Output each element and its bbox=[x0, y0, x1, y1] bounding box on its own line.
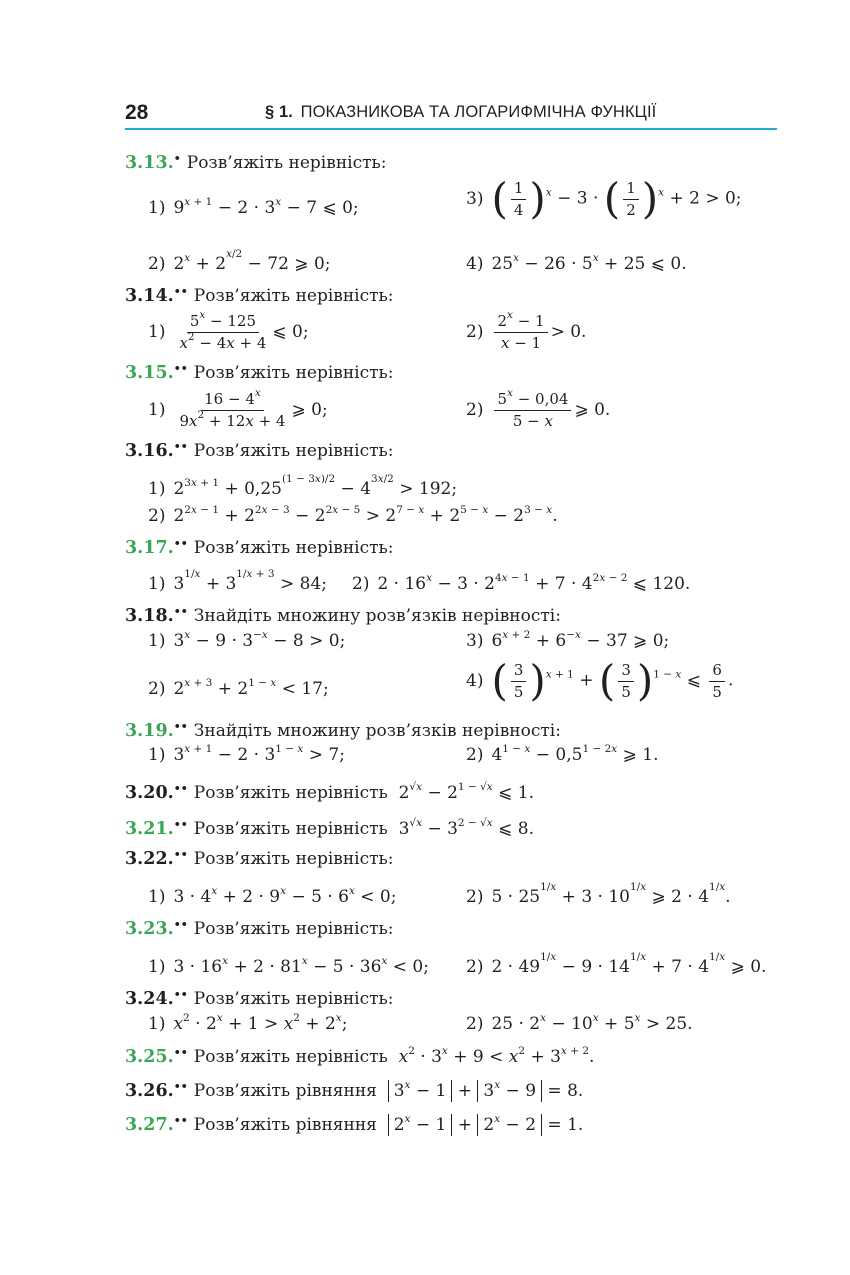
exercise-number: 3.21. bbox=[125, 819, 174, 839]
exercise-3-16 bbox=[125, 440, 394, 461]
exercise-number: 3.18. bbox=[125, 606, 174, 626]
difficulty-mark: •• bbox=[173, 818, 188, 831]
exercise-3-13 bbox=[125, 152, 387, 173]
item-label: 1) bbox=[148, 322, 166, 342]
chapter-title-text: ПОКАЗНИКОВА ТА ЛОГАРИФМІЧНА ФУНКЦІЇ bbox=[300, 103, 657, 121]
exercise-item: 3) $6^{x + 2} + 6^{-x} - 37$ ⩾ 0; bbox=[466, 629, 670, 651]
difficulty-mark: •• bbox=[173, 720, 188, 733]
item-label: 2) bbox=[466, 957, 484, 977]
exercise-item: 2) $2 \cdot 16^x - 3 \cdot 2^{4x - 1} + 7 \cdot 4^{2x - 2}$ ⩽ 120. bbox=[352, 572, 691, 594]
item-label: 1) bbox=[148, 198, 166, 218]
exercise-3-14 bbox=[125, 285, 394, 306]
item-label: 1) bbox=[148, 1014, 166, 1034]
item-label: 2) bbox=[466, 887, 484, 907]
exercise-instruction: Розв’яжіть нерівність bbox=[193, 819, 388, 839]
exercise-instruction: Розв’яжіть рівняння bbox=[193, 1115, 377, 1135]
exercise-number: 3.22. bbox=[125, 849, 174, 869]
difficulty-mark: •• bbox=[173, 1080, 188, 1093]
difficulty-mark: •• bbox=[173, 918, 188, 931]
item-label: 3) bbox=[466, 188, 484, 209]
exercise-3-15 bbox=[125, 362, 394, 383]
exercise-item: 2) $4^{1 - x} - 0,5^{1 - 2x}$ ⩾ 1. bbox=[466, 743, 659, 765]
exercise-3-25: 3.25.•• Розв’яжіть нерівність $x^2 \cdot 3^x + 9 < x^2 + 3^{x + 2}$. bbox=[125, 1045, 595, 1067]
exercise-number: 3.27. bbox=[125, 1115, 174, 1135]
difficulty-mark: •• bbox=[173, 988, 188, 1001]
exercise-instruction: Розв’яжіть нерівність: bbox=[193, 363, 394, 383]
difficulty-mark: •• bbox=[173, 605, 188, 618]
item-label: 2) bbox=[466, 322, 484, 342]
exercise-number: 3.13. bbox=[125, 153, 174, 173]
exercise-3-24 bbox=[125, 988, 394, 1009]
difficulty-mark: •• bbox=[173, 1114, 188, 1127]
exercise-3-20: 3.20.•• Розв’яжіть нерівність $2^{√x} - 2^{1 - √x}$ ⩽ 1. bbox=[125, 781, 534, 803]
exercise-number: 3.20. bbox=[125, 783, 174, 803]
page-header bbox=[125, 101, 777, 129]
chapter-title bbox=[265, 103, 656, 122]
item-label: 2) bbox=[466, 745, 484, 765]
exercise-item: 2) $2^{x + 3} + 2^{1 - x} < 17$; bbox=[148, 677, 329, 699]
exercise-number: 3.19. bbox=[125, 721, 174, 741]
exercise-instruction: Розв’яжіть рівняння bbox=[193, 1081, 377, 1101]
exercise-instruction: Розв’яжіть нерівність bbox=[193, 1047, 388, 1067]
exercise-item: 2) $5 \cdot 25^{1/x} + 3 \cdot 10^{1/x}$ ⩾ $2 \cdot 4^{1/x}$. bbox=[466, 881, 731, 907]
exercise-number: 3.26. bbox=[125, 1081, 174, 1101]
exercise-instruction: Розв’яжіть нерівність: bbox=[193, 989, 394, 1009]
exercise-item: 4) ( $\frac{3}{5}$ )$^{x + 1}$ + ( $\frac{3}{5}$ )$^{1 - x}$ ⩽ $\frac{6}{5}$ . bbox=[466, 656, 734, 705]
difficulty-mark: •• bbox=[173, 285, 188, 298]
item-label: 2) bbox=[466, 400, 484, 420]
exercise-number: 3.23. bbox=[125, 919, 174, 939]
exercise-instruction: Знайдіть множину розв’язків нерівності: bbox=[193, 606, 561, 626]
exercise-item: 1) $9^{x + 1} - 2 \cdot 3^x - 7$ ⩽ 0; bbox=[148, 196, 359, 218]
exercise-instruction: Розв’яжіть нерівність: bbox=[186, 153, 387, 173]
difficulty-mark: •• bbox=[173, 362, 188, 375]
exercise-item: 1) $3^{x + 1} - 2 \cdot 3^{1 - x} > 7$; bbox=[148, 743, 345, 765]
exercise-item: 1) $3^x - 9 \cdot 3^{-x} - 8 > 0$; bbox=[148, 629, 346, 651]
item-label: 4) bbox=[466, 670, 484, 691]
exercise-item: 2) $2 \cdot 49^{1/x} - 9 \cdot 14^{1/x} + 7 \cdot 4^{1/x}$ ⩾ 0. bbox=[466, 951, 767, 977]
exercise-item: 1) $3 \cdot 4^x + 2 \cdot 9^x - 5 \cdot 6^x < 0$; bbox=[148, 885, 397, 907]
section-mark: § 1. bbox=[265, 103, 293, 121]
exercise-instruction: Знайдіть множину розв’язків нерівності: bbox=[193, 721, 561, 741]
page-number: 28 bbox=[125, 101, 149, 124]
exercise-number: 3.16. bbox=[125, 441, 174, 461]
exercise-item: 3) ( $\frac{1}{4}$ )$^x$ − 3 · ( $\frac{1}{2}$ )$^x$ + 2 > 0; bbox=[466, 174, 742, 223]
difficulty-mark: •• bbox=[173, 440, 188, 453]
item-label: 1) bbox=[148, 887, 166, 907]
exercise-item: 2) $\frac{5^x - 0,04}{5 - x}$ ⩾ 0. bbox=[466, 387, 611, 430]
difficulty-mark: • bbox=[173, 152, 181, 165]
item-label: 2) bbox=[148, 679, 166, 699]
difficulty-mark: •• bbox=[173, 537, 188, 550]
exercise-number: 3.17. bbox=[125, 538, 174, 558]
exercise-item: 2) $\frac{2^x - 1}{x - 1}$ > 0. bbox=[466, 309, 587, 352]
exercise-3-21: 3.21.•• Розв’яжіть нерівність $3^{√x} - 3^{2 - √x}$ ⩽ 8. bbox=[125, 817, 534, 839]
exercise-instruction: Розв’яжіть нерівність: bbox=[193, 919, 394, 939]
exercise-3-26: 3.26.•• Розв’яжіть рівняння $3^x - 1 + 3^x - 9 = 8$. bbox=[125, 1079, 584, 1101]
exercise-item: 4) $25^x - 26 \cdot 5^x + 25$ ⩽ 0. bbox=[466, 252, 687, 274]
exercise-3-22 bbox=[125, 848, 394, 869]
exercise-3-17 bbox=[125, 537, 394, 558]
exercise-3-18 bbox=[125, 605, 561, 626]
item-label: 2) bbox=[352, 574, 370, 594]
item-label: 1) bbox=[148, 631, 166, 651]
exercise-number: 3.25. bbox=[125, 1047, 174, 1067]
item-label: 1) bbox=[148, 957, 166, 977]
item-label: 2) bbox=[148, 254, 166, 274]
exercise-item: 1) $x^2 \cdot 2^x + 1 > x^2 + 2^x$; bbox=[148, 1012, 348, 1034]
item-label: 1) bbox=[148, 745, 166, 765]
header-rule bbox=[125, 128, 777, 130]
item-label: 3) bbox=[466, 631, 484, 651]
exercise-item: 1) $2^{3x + 1} + 0,25^{(1 - 3x)/2} - 4^{3x/2} > 192$; bbox=[148, 473, 458, 499]
exercise-3-27: 3.27.•• Розв’яжіть рівняння $2^x - 1 + 2^x - 2 = 1$. bbox=[125, 1113, 584, 1135]
exercise-number: 3.24. bbox=[125, 989, 174, 1009]
exercise-item: 2) $2^x + 2^{x/2} - 72$ ⩾ 0; bbox=[148, 248, 331, 274]
exercise-3-23 bbox=[125, 918, 394, 939]
exercise-3-19 bbox=[125, 720, 561, 741]
item-label: 1) bbox=[148, 574, 166, 594]
exercise-instruction: Розв’яжіть нерівність: bbox=[193, 538, 394, 558]
exercise-number: 3.15. bbox=[125, 363, 174, 383]
exercise-item: 1) $3^{1/x} + 3^{1/x + 3} > 84$; bbox=[148, 568, 328, 594]
item-label: 4) bbox=[466, 254, 484, 274]
exercise-instruction: Розв’яжіть нерівність: bbox=[193, 441, 394, 461]
exercise-item: 1) $3 \cdot 16^x + 2 \cdot 81^x - 5 \cdot 36^x < 0$; bbox=[148, 955, 429, 977]
exercise-instruction: Розв’яжіть нерівність: bbox=[193, 286, 394, 306]
item-label: 2) bbox=[148, 506, 166, 526]
exercise-item: 1) $\frac{16 - 4^x}{9x^2 + 12x + 4}$ ⩾ 0; bbox=[148, 387, 328, 430]
item-label: 2) bbox=[466, 1014, 484, 1034]
exercise-item: 2) $2^{2x - 1} + 2^{2x - 3} - 2^{2x - 5} > 2^{7 - x} + 2^{5 - x} - 2^{3 - x}$. bbox=[148, 504, 558, 526]
exercise-instruction: Розв’яжіть нерівність bbox=[193, 783, 388, 803]
exercise-item: 1) $\frac{5^x - 125}{x^2 - 4x + 4}$ ⩽ 0; bbox=[148, 309, 309, 352]
exercise-item: 2) $25 \cdot 2^x - 10^x + 5^x > 25$. bbox=[466, 1012, 693, 1034]
item-label: 1) bbox=[148, 479, 166, 499]
exercise-instruction: Розв’яжіть нерівність: bbox=[193, 849, 394, 869]
item-label: 1) bbox=[148, 400, 166, 420]
difficulty-mark: •• bbox=[173, 782, 188, 795]
exercise-number: 3.14. bbox=[125, 286, 174, 306]
difficulty-mark: •• bbox=[173, 1046, 188, 1059]
difficulty-mark: •• bbox=[173, 848, 188, 861]
